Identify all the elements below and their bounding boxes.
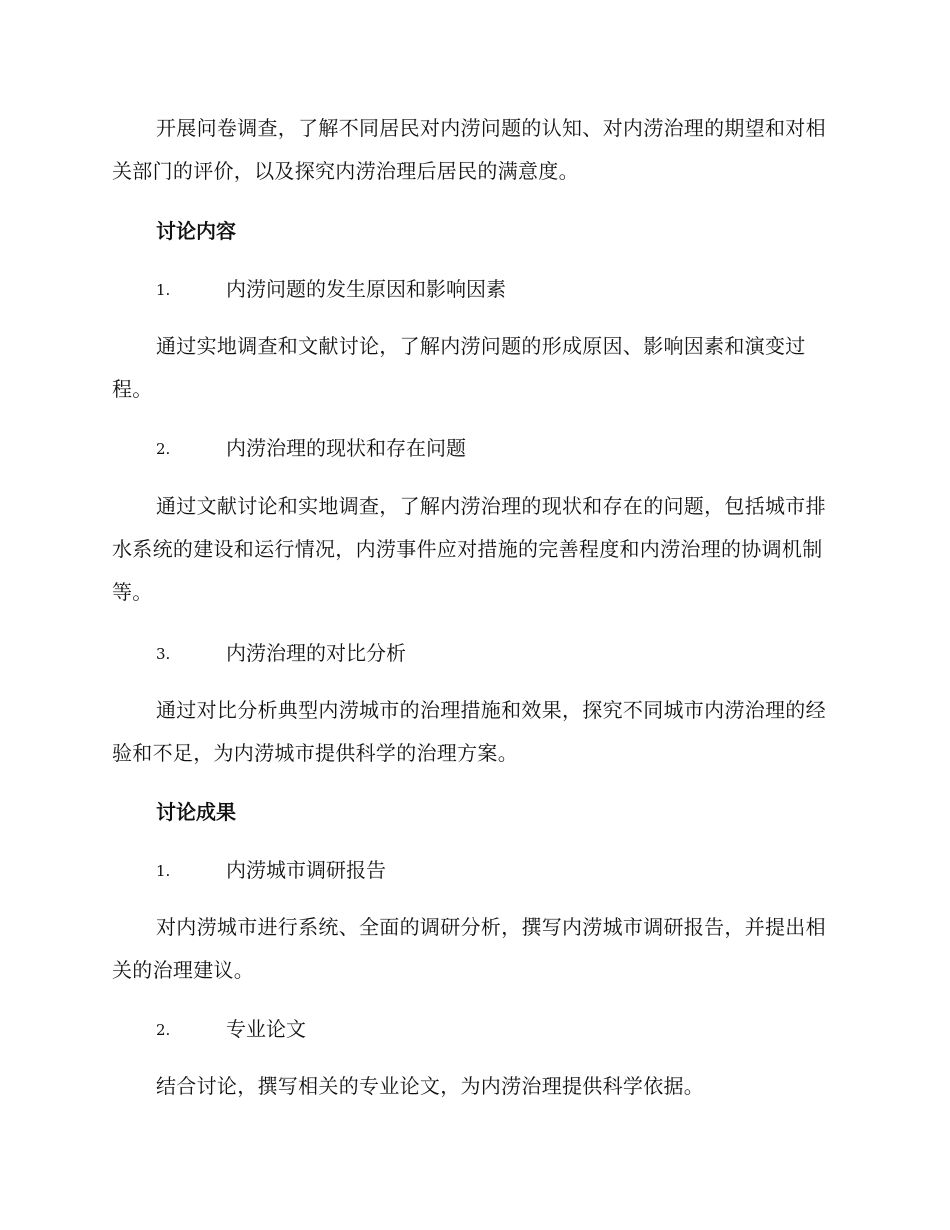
list-item-text: 专业论文 <box>226 1017 306 1041</box>
list-item-number: 1. <box>156 862 171 880</box>
list-item-number: 2. <box>156 1021 171 1039</box>
list-item <box>156 639 406 668</box>
list-item <box>156 434 466 463</box>
list-item-number: 1. <box>156 281 171 299</box>
paragraph-intro: 开展问卷调查，了解不同居民对内涝问题的认知、对内涝治理的期望和对相关部门的评价，以及探究内涝治理后居民的满意度。 <box>112 116 826 183</box>
list-item-text: 内涝问题的发生原因和影响因素 <box>226 277 506 301</box>
paragraph-status: 通过文献讨论和实地调查，了解内涝治理的现状和存在的问题，包括城市排水系统的建设和运行情况，内涝事件应对措施的完善程度和内涝治理的协调机制等。 <box>112 494 826 604</box>
list-item-number: 3. <box>156 645 171 663</box>
section-heading-content: 讨论内容 <box>156 219 236 243</box>
section-heading-results: 讨论成果 <box>156 800 236 824</box>
list-item-text: 内涝治理的对比分析 <box>226 641 406 665</box>
list-item <box>156 275 506 304</box>
list-item-text: 内涝治理的现状和存在问题 <box>226 436 466 460</box>
paragraph-paper: 结合讨论，撰写相关的专业论文，为内涝治理提供科学依据。 <box>156 1074 705 1098</box>
list-item-text: 内涝城市调研报告 <box>226 858 386 882</box>
paragraph-cause: 通过实地调查和文献讨论，了解内涝问题的形成原因、影响因素和演变过程。 <box>112 334 806 401</box>
paragraph-report: 对内涝城市进行系统、全面的调研分析，撰写内涝城市调研报告，并提出相关的治理建议。 <box>112 915 826 982</box>
list-item-number: 2. <box>156 440 171 458</box>
paragraph-compare: 通过对比分析典型内涝城市的治理措施和效果，探究不同城市内涝治理的经验和不足，为内涝城市提供科学的治理方案。 <box>112 698 826 765</box>
list-item <box>156 856 386 885</box>
list-item <box>156 1015 306 1044</box>
